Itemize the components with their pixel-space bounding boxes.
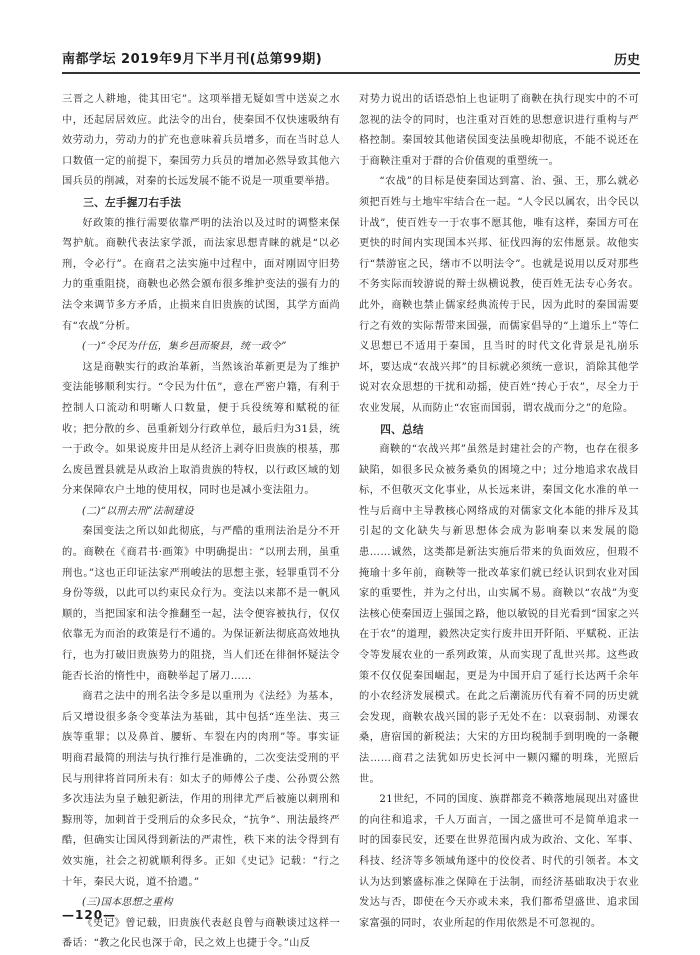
paragraph: “农战”的目标是使秦国达到富、治、强、王，那么就必须把百姓与土地牢牢结合在一起。“人令民以属农，出令民以计战”，使百姓专一于农事不愿其他，唯有这样，秦国方可在更快的时间内实现国本兴邦、征伐四海的宏伟愿景。故他实行“禁游宦之民，缮市不以明法令”。也就是说用以反对那些不务实际而较游说的辩士纵横说教，使百姓无法专心务农。此外，商鞅也禁止儒家经典流传于民，因为此时的秦国需要行之有效的实际帮带来国强，而儒家倡导的“上道乐上”等仁义思想已不适用于秦国，且当时的时代文化背景是礼崩乐坏，要达成“农战兴邦”的目标就必须统一意识，消除其他学说对农众思想的干扰和动摇，使百姓“抟心于农”，尽全力于农业发展，从而防止“农宦而国弱，谓农战而分之”的危险。 [359, 176, 639, 414]
paragraph: 对势力说出的话语恐怕上也证明了商鞅在执行现实中的不可忽视的法令的同时，也注重对百姓的思想意识进行重构与严格控制。秦国较其他诸侯国变法虽晚却彻底，不能不说还在于商鞅注重对于群的合价值观的重塑统一。 [359, 94, 639, 167]
running-header [62, 42, 640, 74]
paragraph: 商君之法中的刑名法令多是以重刑为《法经》为基本，后又增设很多条令变革法为基础，其中包括“连坐法、夷三族等重罪；以及鼻首、腰斩、车裂在内的肉刑”等。事实证明商君最简的刑法与执行推行是准确的，二次变法受刑的平民与刑律将首同所未有：如太子的师傅公子虔、公孙贾公然多次违法为皇子触犯新法，作用的刑律尤严后被施以刺刑和黥刑等，加刺首于受刑后的众多民众，“抗争”、刑法最终严酷，但确实让国风得到新法的严肃性，秩下来的法令得到有效实施，社会之初就顺利得多。正如《史记》记载：“行之十年，秦民大说，道不拾遗。” [62, 691, 340, 888]
subsection-heading: (三)国本思想之重构 [82, 897, 173, 909]
paragraph: 21世纪，不同的国度、族群都竞不赖落地展现出对盛世的向往和追求，千人万面言，一国之盛世可不是简单追求一时的国泰民安，还要在世界范围内成为政治、文化、军事、科技、经济等多领域角逐中的佼佼者、时代的引领者。本文认为达到繁盛标准之保障在于法制，而经济基础取决于农业发达与否，即使在今天亦或未来，我们都希望盛世、追求国家富强的同时，农业所起的作用依然是不可忽视的。 [359, 794, 639, 929]
subsection-heading: (一)“令民为什伍，集乡邑而聚县，统一政令” [82, 341, 287, 353]
paragraph: 这是商鞅实行的政治革新，当然该治革新更是为了维护变法能够顺利实行。“令民为什伍”，意在严密户籍，有利于控制人口流动和明晰人口数量，便于兵役统筹和赋税的征收；把分散的乡、邑重新划分行政单位，最后归为31县，统一于政令。如果说废井田是从经济上剥夺旧贵族的根基，那么废邑置县就是从政治上取消贵族的特权，以行政区域的划分来保障农户土地的使用权，同时也是减小变法阻力。 [62, 361, 340, 497]
left-column [62, 90, 340, 955]
section-heading: 三、左手握刀右手法 [83, 196, 182, 209]
paragraph: 三晋之人耕地，徙其田宅”。这项举措无疑如雪中送炭之水中，还起居居效应。此法令的出台，使秦国不仅快速吸纳有效劳动力，劳动力的扩充也意味着兵员增多，而在当时总人口数值一定的前提下，秦国劳力兵员的增加必然导致其他六国兵员的削减，对秦的长远发展不能不说是一项重要举措。 [62, 94, 340, 188]
section-label: 历史 [613, 53, 640, 68]
paragraph: 《史记》曾记载，旧贵族代表赵良曾与商鞅谈过这样一番话：“教之化民也深于命，民之效上也捷于令。”山反 [62, 917, 340, 950]
subsection-heading: (二)“以刑去刑”法制建设 [82, 505, 194, 517]
paragraph: 秦国变法之所以如此彻底，与严酷的重刑法治是分不开的。商鞅在《商君书·画策》中明确提出：“以刑去刑，虽重刑也。”这也正印证法家严刑峻法的思想主张，轻罪重罚不分身份等级，以此可以约束民众行为。变法以来都不是一帆风顺的，当把国家和法令推翻至一起，法令便容被执行，仅仅依靠无为而治的政策是行不通的。为保证新法彻底高效地执行，也为打破旧贵族势力的阻挠，当人们还在徘徊怀疑法令能否长治的惰性中，商鞅举起了屠刀…… [62, 526, 340, 682]
page-number: —120— [62, 908, 117, 922]
paragraph: 商鞅的“农战兴邦”虽然是封建社会的产物，也存在很多缺陷，如很多民众被务桑负的困境之中；过分地追求农战目标，不但敬灭文化事业，从长远来讲，秦国文化水准的单一性与后商中主导教核心网络成的对儒家文化本能的排斥及其引起的文化缺失与新思想体会成为影响秦以来发展的隐患……诚然，这类都是新法实施后带来的负面效应，但瑕不掩瑜十多年前，商鞅等一批改革家们就已经认识到农业对国家的重要性，并为之付出，山实属不易。商鞅以“农战”为变法核心使秦国迈上强国之路，他以敏锐的目光看到“国家之兴在于农”的道理，毅然决定实行废井田开阡陌、平赋税、正法令等发展农业的一系列政策，从而实现了乱世兴邦。这些政策不仅仅促秦国崛起，更是为中国开启了延行长达两千余年的小农经济发展模式。在此之后潮流历代有着不同的历史就会发现，商鞅农战兴国的影子无处不在：以衰弱制、劝课农桑，唐宿国的新税法；大宋的方田均税制手到明晚的一条鞭法……商君之法犹如历史长河中一颗闪耀的明珠，光照后世。 [359, 444, 639, 785]
section-heading: 四、总结 [380, 423, 424, 436]
right-column [359, 90, 639, 934]
paragraph: 好政策的推行需要依靠严明的法治以及过时的调整来保驾护航。商鞅代表法家学派，而法家思想青睐的就是“以必刑，令必行”。在商君之法实施中过程中，面对刚固守旧势力的重重阻挠，商鞅也必然会颁布很多维护变法的强有力的法令来调节多方矛盾，止损来自旧贵族的试图，其学方面尚有“农战”分析。 [62, 217, 340, 332]
journal-title: 南都学坛 2019年9月下半月刊(总第99期) [62, 52, 323, 67]
